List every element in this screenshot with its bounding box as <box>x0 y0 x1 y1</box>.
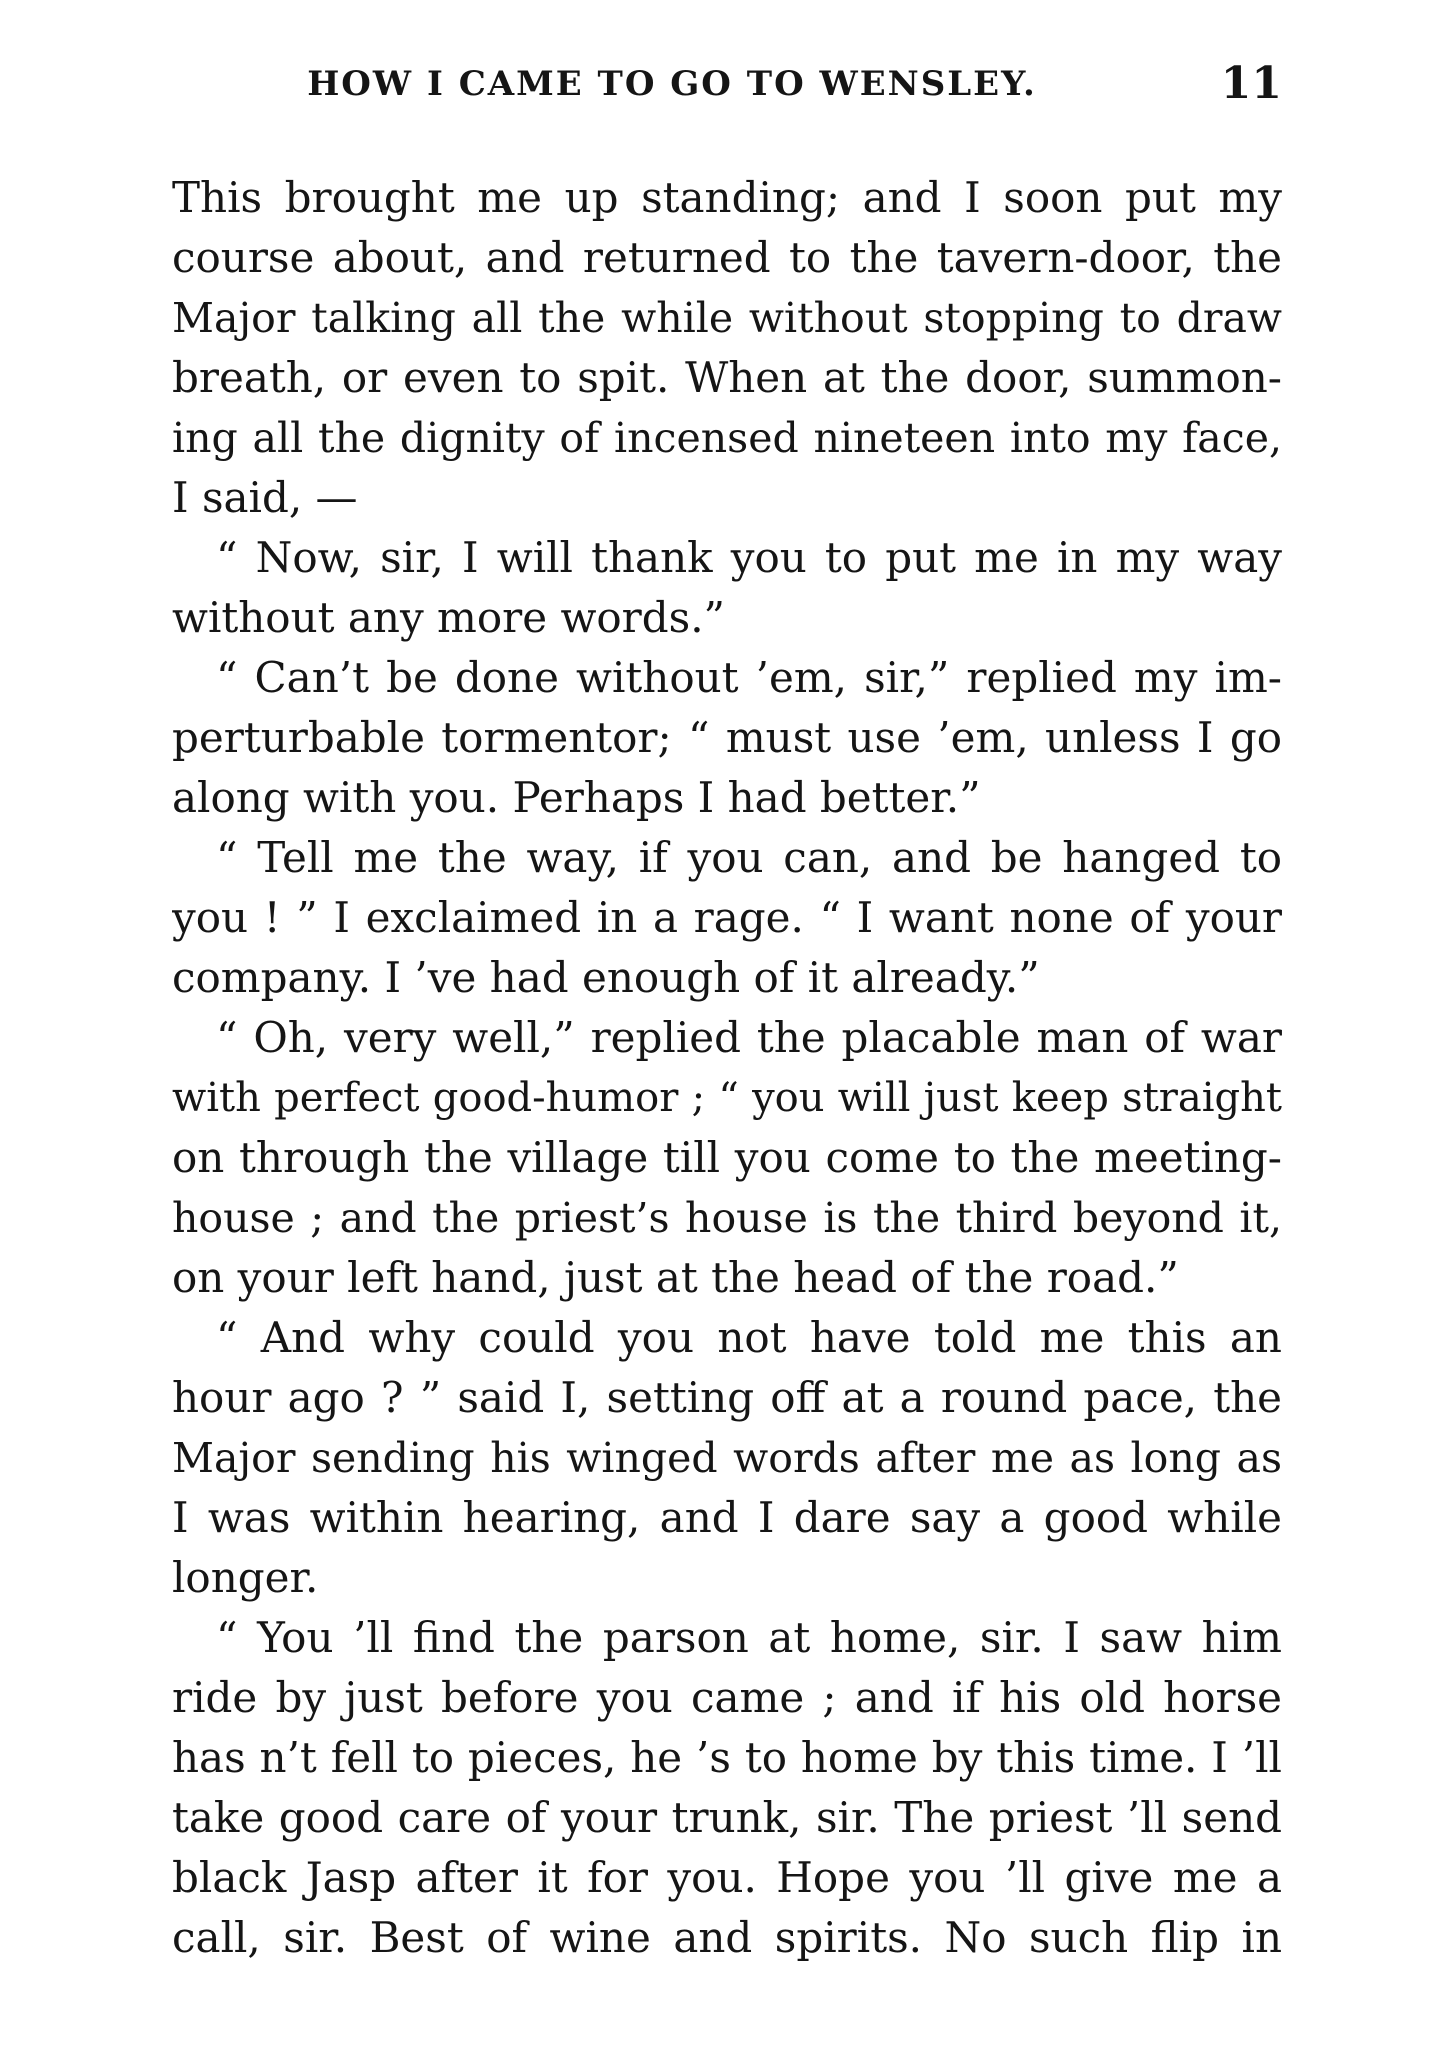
text-line: house ; and the priest’s house is the third beyond it, <box>172 1194 1282 1242</box>
text-line: I said, — <box>172 473 358 522</box>
text-line: “ Can’t be done without ’em, sir,” replied my im- <box>216 653 1282 702</box>
text-line: This brought me up standing; and I soon put my <box>172 173 1282 222</box>
text-line: call, sir. Best of wine and spirits. No such flip in <box>172 1913 1282 1962</box>
text-line: without any more words.” <box>172 593 726 642</box>
running-head <box>172 58 1282 122</box>
text-line: on through the village till you come to the meeting- <box>172 1133 1282 1182</box>
text-line: “ Tell me the way, if you can, and be hanged to <box>216 833 1282 882</box>
text-line: black Jasp after it for you. Hope you ’ll give me a <box>172 1853 1282 1902</box>
text-line: company. I ’ve had enough of it already.” <box>172 953 1040 1002</box>
text-line: take good care of your trunk, sir. The priest ’ll send <box>172 1793 1282 1842</box>
text-line: on your left hand, just at the head of the road.” <box>172 1253 1179 1302</box>
text-line: “ You ’ll find the parson at home, sir. I saw him <box>216 1613 1282 1662</box>
text-line: Major talking all the while without stopping to draw <box>172 294 1282 342</box>
text-line: “ And why could you not have told me this an <box>216 1313 1282 1362</box>
text-line: along with you. Perhaps I had better.” <box>172 773 981 822</box>
running-title: HOW I CAME TO GO TO WENSLEY. <box>307 64 1037 104</box>
book-page <box>172 58 1282 1968</box>
text-line: you ! ” I exclaimed in a rage. “ I want none of your <box>172 893 1282 942</box>
text-line: hour ago ? ” said I, setting off at a round pace, the <box>172 1373 1282 1422</box>
text-line: breath, or even to spit. When at the door, summon- <box>172 353 1282 402</box>
text-line: “ Now, sir, I will thank you to put me in my way <box>216 533 1282 582</box>
text-line: ride by just before you came ; and if his old horse <box>172 1673 1282 1722</box>
text-line: longer. <box>172 1553 319 1602</box>
body-text <box>172 168 1282 1968</box>
text-line: course about, and returned to the tavern-door, the <box>172 233 1282 282</box>
text-line: has n’t fell to pieces, he ’s to home by this time. I ’ll <box>172 1733 1282 1782</box>
text-line: with perfect good-humor ; “ you will just keep straight <box>172 1075 1282 1121</box>
page-number: 11 <box>1220 58 1282 109</box>
text-line: “ Oh, very well,” replied the placable man of war <box>216 1013 1282 1062</box>
text-line: I was within hearing, and I dare say a good while <box>172 1493 1282 1542</box>
text-line: perturbable tormentor; “ must use ’em, unless I go <box>172 713 1282 762</box>
text-line: ing all the dignity of incensed nineteen into my face, <box>172 414 1282 462</box>
text-line: Major sending his winged words after me as long as <box>172 1434 1282 1482</box>
